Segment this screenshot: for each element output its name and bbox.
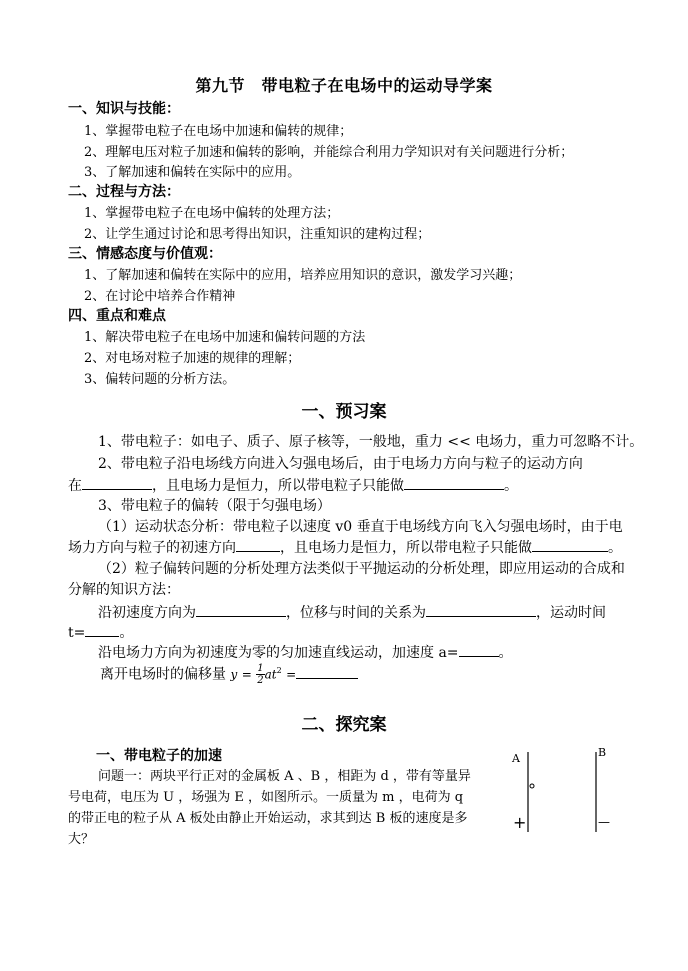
list-item: 2、对电场对粒子加速的规律的理解； (84, 351, 301, 366)
fill-in-blank (236, 537, 280, 552)
list-item: 1、掌握带电粒子在电场中加速和偏转的规律； (84, 124, 353, 139)
heading-knowledge: 一、知识与技能： (68, 101, 180, 117)
formula-y: y (230, 667, 238, 682)
section-heading-preview: 一、预习案 (301, 402, 387, 422)
fill-in-blank (426, 602, 536, 617)
paragraph (68, 475, 518, 495)
subheading-acceleration: 一、带电粒子的加速 (96, 748, 222, 764)
fill-in-blank (404, 475, 504, 490)
formula-equals: = (241, 667, 252, 682)
text: 沿电场力方向为初速度为零的匀加速直线运动，加速度 a= (98, 645, 459, 661)
fraction-numerator: 1 (257, 663, 264, 674)
text: t= (68, 625, 86, 641)
offset-formula (100, 663, 358, 686)
paragraph (68, 622, 133, 642)
paragraph: 1、带电粒子：如电子、质子、原子核等，一般地，重力 << 电场力，重力可忽略不计。 (98, 434, 644, 450)
paragraph: 分解的知识方法： (68, 582, 180, 598)
fill-in-blank (459, 642, 499, 657)
charged-particle (530, 784, 534, 788)
paragraph: 的带正电的粒子从 A 板处由静止开始运动，求其到达 B 板的速度是多 (68, 811, 468, 826)
text: 在 (68, 478, 82, 494)
list-item: 1、了解加速和偏转在实际中的应用，培养应用知识的意识，激发学习兴趣； (84, 268, 522, 283)
list-item: 2、在讨论中培养合作精神 (84, 289, 236, 304)
text: 场力方向与粒子的初速方向 (68, 540, 236, 556)
fill-in-blank (532, 537, 608, 552)
fill-in-blank (85, 622, 119, 637)
fraction-denominator: 2 (257, 675, 264, 686)
paragraph: 2、带电粒子沿电场线方向进入匀强电场后，由于电场力方向与粒子的运动方向 (98, 456, 583, 472)
text: 离开电场时的偏移量 (100, 666, 226, 683)
text: 。 (119, 625, 134, 641)
heading-keypoints: 四、重点和难点 (68, 308, 166, 324)
paragraph: 问题一：两块平行正对的金属板 A 、B ，相距为 d ，带有等量异 (98, 769, 471, 784)
paragraph (98, 602, 606, 622)
plate-a-label: A (512, 752, 520, 765)
paragraph (68, 537, 622, 557)
list-item: 1、掌握带电粒子在电场中偏转的处理方法； (84, 206, 340, 221)
list-item: 3、了解加速和偏转在实际中的应用。 (84, 165, 301, 180)
formula-equals: = (286, 667, 297, 682)
negative-sign: — (598, 815, 610, 829)
list-item: 2、让学生通过讨论和思考得出知识，注重知识的建构过程； (84, 227, 431, 242)
positive-sign: + (513, 813, 527, 832)
fill-in-blank (296, 664, 358, 679)
formula-exponent: 2 (276, 665, 282, 675)
paragraph (98, 642, 513, 662)
plate-b-label: B (598, 746, 607, 759)
parallel-plates-diagram (500, 740, 630, 840)
text: 。 (608, 540, 622, 556)
list-item: 1、解决带电粒子在电场中加速和偏转问题的方法 (84, 330, 366, 345)
paragraph: 大？ (68, 832, 95, 847)
text: 。 (504, 478, 518, 494)
text: 沿初速度方向为 (98, 605, 196, 621)
page-title: 第九节 带电粒子在电场中的运动导学案 (195, 76, 493, 95)
list-item: 3、偏转问题的分析方法。 (84, 372, 236, 387)
fill-in-blank (82, 475, 152, 490)
formula-at: at (264, 667, 277, 682)
fill-in-blank (196, 602, 286, 617)
formula-fraction (256, 663, 264, 686)
text: ，位移与时间的关系为 (286, 605, 426, 621)
paragraph: （2）粒子偏转问题的分析处理方法类似于平抛运动的分析处理，即应用运动的合成和 (98, 561, 625, 577)
paragraph: 号电荷，电压为 U ，场强为 E ，如图所示。一质量为 m ，电荷为 q (68, 790, 464, 805)
list-item: 2、理解电压对粒子加速和偏转的影响，并能综合利用力学知识对有关问题进行分析； (84, 145, 574, 160)
heading-process: 二、过程与方法： (68, 184, 180, 200)
text: ，且电场力是恒力，所以带电粒子只能做 (152, 478, 404, 494)
text: 。 (498, 645, 513, 661)
heading-attitude: 三、情感态度与价值观： (68, 246, 222, 262)
paragraph: （1）运动状态分析：带电粒子以速度 v0 垂直于电场线方向飞入匀强电场时，由于电 (98, 519, 623, 535)
section-heading-explore: 二、探究案 (301, 715, 387, 735)
text: ，且电场力是恒力，所以带电粒子只能做 (280, 540, 532, 556)
paragraph: 3、带电粒子的偏转（限于匀强电场） (98, 498, 331, 514)
text: ，运动时间 (536, 605, 606, 621)
